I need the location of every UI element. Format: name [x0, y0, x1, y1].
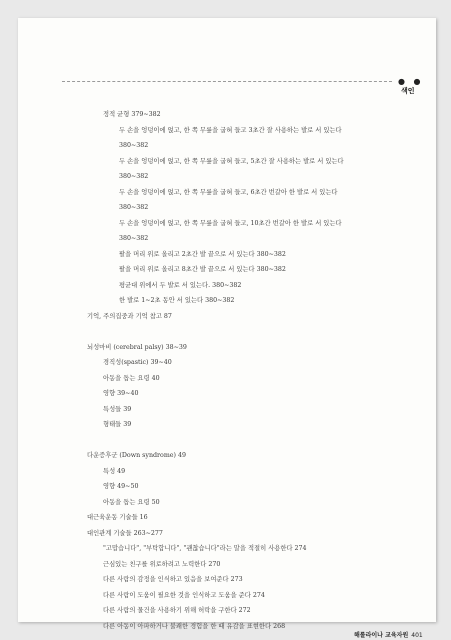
index-entry: 영향 39~40	[103, 390, 139, 398]
index-entry: 근심있는 친구를 위로하려고 노력한다 270	[103, 560, 221, 568]
index-entry: 평균대 위에서 두 발로 서 있는다. 380~382	[119, 281, 242, 289]
index-entry: 두 손을 엉덩이에 얹고, 한 쪽 무릎을 굽혀 들고, 6초간 번갈아 한 발로 서 있는다	[119, 188, 338, 196]
index-entry: 특성들 39	[103, 405, 132, 413]
index-entry: 다른 아동이 아파하거나 불쾌한 경험을 한 때 유감을 표현한다 268	[103, 623, 286, 630]
index-entry: 대근육운동 기술들 16	[87, 514, 148, 522]
index-entry: 특성 49	[103, 467, 126, 475]
index-entry: 경직성(spastic) 39~40	[103, 359, 172, 367]
index-entry: 영향 49~50	[103, 483, 139, 491]
index-entry: 380~382	[119, 204, 149, 212]
index-entry: 뇌성마비 (cerebral palsy) 38~39	[87, 343, 187, 351]
section-label: 색인	[401, 87, 415, 95]
index-entry: 다른 사람의 물건을 사용하기 위해 허락을 구한다 272	[103, 607, 251, 615]
header-rule	[62, 81, 392, 82]
page-footer	[354, 630, 423, 639]
index-entry: 정적 균형 379~382	[103, 111, 161, 118]
index-entry: 다운증후군 (Down syndrome) 49	[87, 452, 187, 460]
index-entry: 두 손을 엉덩이에 얹고, 한 쪽 무릎을 굽혀 들고, 5초간 잘 사용하는 발로 서 있는다	[119, 157, 344, 165]
index-entry: 두 손을 엉덩이에 얹고, 한 쪽 무릎을 굽혀 들고 3초간 잘 사용하는 발로 서 있는다	[119, 126, 342, 134]
index-entry: 380~382	[119, 142, 149, 150]
index-entry: 형태들 39	[103, 421, 132, 429]
index-entry: 팔을 머리 위로 올리고 2초간 발 끝으로 서 있는다 380~382	[119, 250, 286, 258]
index-entry: "고맙습니다", "부탁합니다", "괜찮습니다"라는 말을 적절히 사용한다 274	[103, 545, 307, 553]
index-entry: 아동을 돕는 요령 40	[103, 374, 160, 382]
index-entry: 380~382	[119, 173, 149, 181]
index-entry: 다른 사람이 도움이 필요한 것을 인식하고 도움을 준다 274	[103, 591, 265, 599]
index-entry: 기억, 주의집중과 기억 참고 87	[87, 312, 172, 320]
index-entry: 대인관계 기술들 263~277	[87, 529, 163, 537]
index-entry: 팔을 머리 위로 올리고 8초간 발 끝으로 서 있는다 380~382	[119, 266, 286, 274]
index-entry: 아동을 돕는 요령 50	[103, 498, 160, 506]
index-entry: 380~382	[119, 235, 149, 243]
page-number: 401	[411, 632, 423, 639]
document-page	[18, 18, 436, 639]
header-dots: ● ●	[398, 77, 424, 86]
index-entry: 두 손을 엉덩이에 얹고, 한 쪽 무릎을 굽혀 들고, 10초간 번갈아 한 발로 서 있는다	[119, 219, 342, 227]
index-entry: 다른 사람의 감정을 인식하고 있음을 보여준다 273	[103, 576, 243, 584]
footer-book-title: 해롤라이나 교육자원	[354, 632, 409, 639]
index-entry: 한 발로 1~2초 동안 서 있는다 380~382	[119, 297, 235, 305]
